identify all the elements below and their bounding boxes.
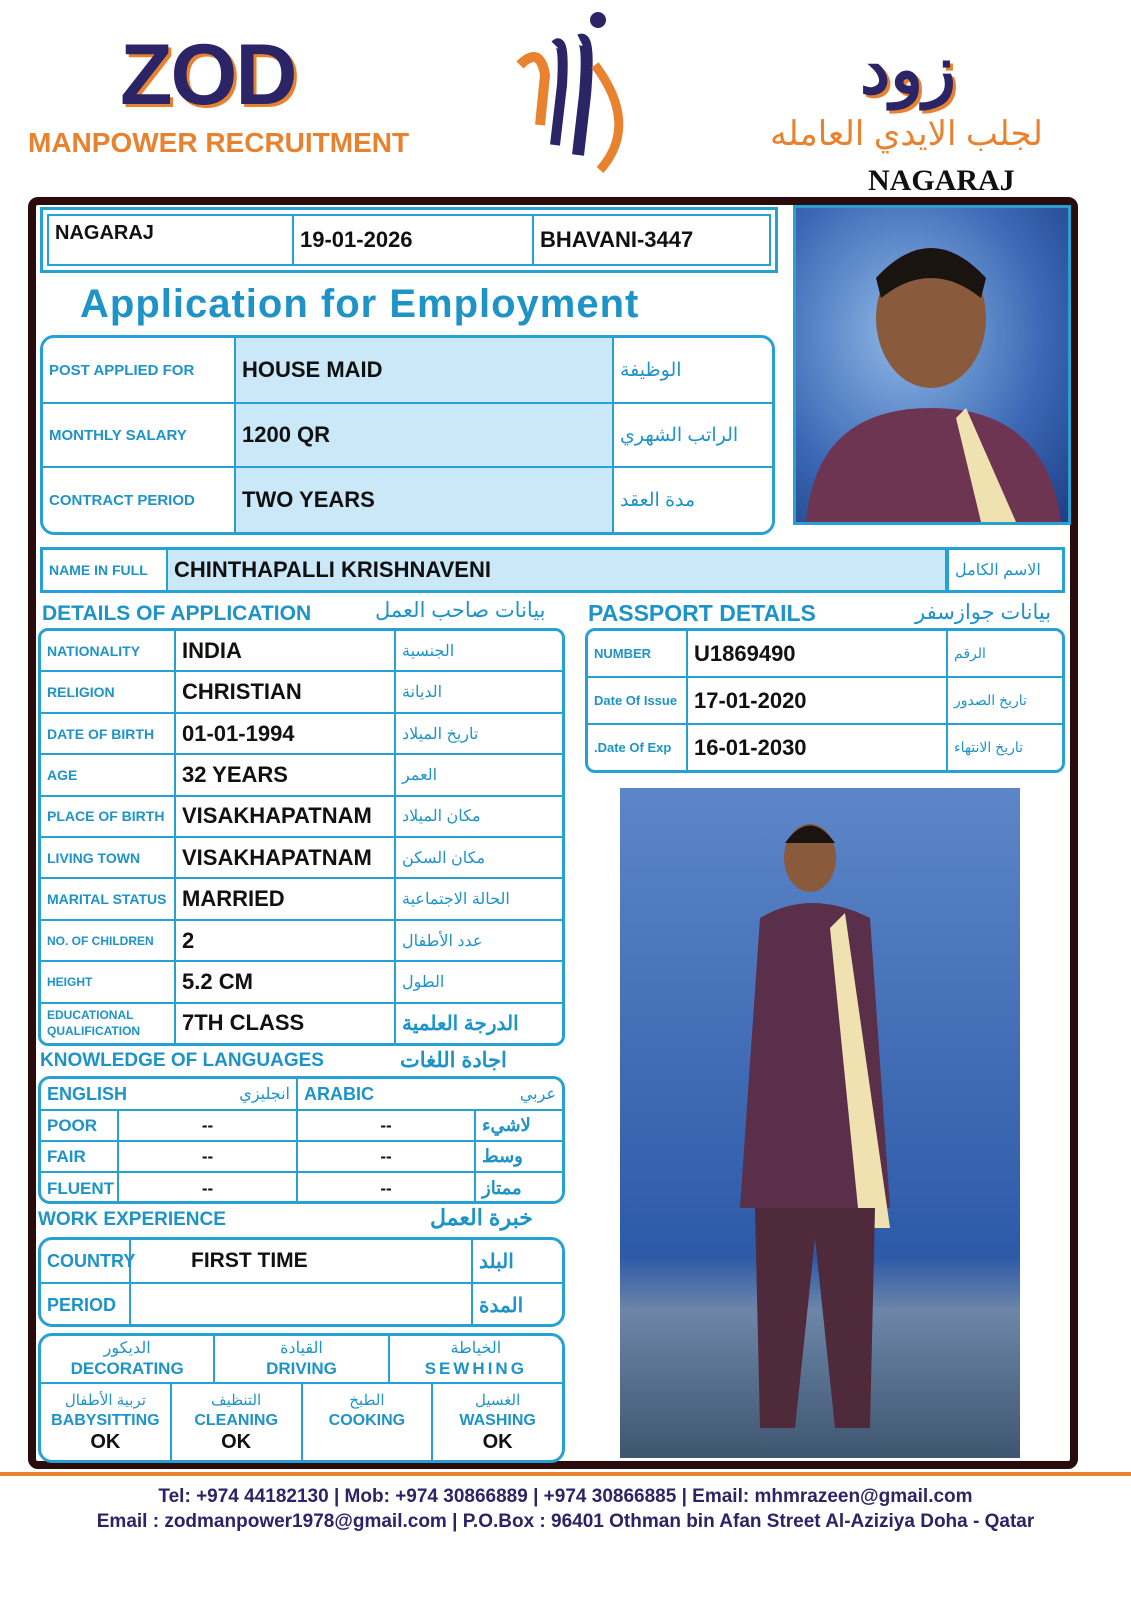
agent-name: NAGARAJ	[868, 164, 1015, 197]
skill-label-ar: الغسيل	[475, 1392, 521, 1409]
english-level-value: --	[119, 1142, 298, 1171]
passport-value: 16-01-2030	[688, 725, 948, 770]
details-label: MARITAL STATUS	[41, 879, 176, 918]
passport-label: NUMBER	[588, 631, 688, 676]
post-details	[40, 335, 775, 535]
details-label-ar: الحالة الاجتماعية	[402, 891, 510, 909]
passport-label: .Date Of Exp	[588, 725, 688, 770]
passport-label-ar: تاريخ الانتهاء	[954, 739, 1024, 755]
post-value: HOUSE MAID	[236, 338, 614, 402]
english-level-value: --	[119, 1111, 298, 1140]
level-label: FAIR	[41, 1142, 119, 1171]
level-label-ar: وسط	[482, 1146, 523, 1166]
skills-table	[38, 1333, 565, 1463]
arabic-level-value: --	[298, 1142, 476, 1171]
name-label: NAME IN FULL	[43, 550, 168, 590]
details-row	[41, 714, 562, 755]
salary-label-ar: الراتب الشهري	[620, 424, 739, 446]
details-table	[38, 628, 565, 1046]
details-row	[41, 962, 562, 1003]
skill-cell	[215, 1336, 389, 1382]
skill-label-ar: الطبخ	[349, 1392, 385, 1409]
brand-tagline-arabic: لجلب الايدي العامله	[770, 115, 1043, 153]
languages-title: KNOWLEDGE OF LANGUAGES	[40, 1050, 324, 1071]
level-label: POOR	[41, 1111, 119, 1140]
details-row	[41, 631, 562, 672]
details-label-ar: مكان السكن	[402, 849, 486, 867]
passport-row	[588, 631, 1062, 678]
details-row	[41, 838, 562, 879]
portrait-figure-icon	[796, 208, 1068, 522]
details-value: VISAKHAPATNAM	[176, 797, 396, 836]
details-label: RELIGION	[41, 672, 176, 711]
details-value: VISAKHAPATNAM	[176, 838, 396, 877]
languages-table	[38, 1076, 565, 1204]
skill-label: SEWHING	[424, 1359, 527, 1378]
english-label-ar: انجليزي	[239, 1086, 290, 1103]
skill-label: WASHING	[459, 1412, 536, 1429]
salary-value: 1200 QR	[236, 404, 614, 466]
full-figure-icon	[620, 788, 1020, 1458]
passport-title: PASSPORT DETAILS	[588, 600, 816, 626]
period-label: PERIOD	[41, 1284, 131, 1326]
skill-status: OK	[482, 1431, 513, 1453]
details-label-ar: عدد الأطفال	[402, 932, 483, 950]
details-value: 32 YEARS	[176, 755, 396, 794]
passport-row	[588, 678, 1062, 725]
details-label: NO. OF CHILDREN	[41, 921, 176, 960]
contract-value: TWO YEARS	[236, 468, 614, 532]
details-label-ar: مكان الميلاد	[402, 808, 481, 826]
details-row	[41, 755, 562, 796]
english-label: ENGLISH	[47, 1083, 128, 1104]
details-row	[41, 879, 562, 920]
post-label: POST APPLIED FOR	[43, 338, 236, 402]
details-row	[41, 797, 562, 838]
passport-row	[588, 725, 1062, 770]
work-table	[38, 1237, 565, 1327]
details-label-ar: تاريخ الميلاد	[402, 725, 479, 743]
post-label-ar: الوظيفة	[620, 359, 682, 381]
passport-value: 17-01-2020	[688, 678, 948, 723]
skill-cell	[433, 1384, 562, 1460]
agent-field: NAGARAJ	[49, 216, 294, 264]
skill-cell	[390, 1336, 562, 1382]
details-label-ar: الطول	[402, 973, 445, 991]
details-label: DATE OF BIRTH	[41, 714, 176, 753]
details-label: EDUCATIONAL QUALIFICATION	[41, 1004, 176, 1043]
details-label: PLACE OF BIRTH	[41, 797, 176, 836]
skill-status: OK	[221, 1431, 252, 1453]
passport-label: Date Of Issue	[588, 678, 688, 723]
work-title: WORK EXPERIENCE	[38, 1209, 226, 1230]
country-label-ar: البلد	[479, 1250, 514, 1273]
logo-icon	[500, 5, 640, 175]
level-label: FLUENT	[41, 1173, 119, 1204]
details-row	[41, 921, 562, 962]
passport-title-ar: بيانات جوازسفر	[915, 601, 1052, 624]
footer-contact: Tel: +974 44182130 | Mob: +974 30866889 | +974 30866885 | Email: mhmrazeen@gmail.com	[158, 1486, 973, 1507]
language-row	[41, 1142, 562, 1173]
language-row	[41, 1111, 562, 1142]
english-level-value: --	[119, 1173, 298, 1204]
details-value: 7TH CLASS	[176, 1004, 396, 1043]
skill-label: DECORATING	[70, 1359, 184, 1378]
passport-value: U1869490	[688, 631, 948, 676]
details-value: 5.2 CM	[176, 962, 396, 1001]
brand-tagline: MANPOWER RECRUITMENT	[28, 127, 410, 158]
details-label: LIVING TOWN	[41, 838, 176, 877]
details-value: INDIA	[176, 631, 396, 670]
languages-title-ar: اجادة اللغات	[400, 1049, 507, 1072]
brand-logo: ZOD	[120, 27, 296, 123]
period-value	[131, 1284, 473, 1326]
arabic-level-value: --	[298, 1173, 476, 1204]
skill-label: CLEANING	[194, 1412, 278, 1429]
skill-label: DRIVING	[266, 1359, 337, 1378]
details-value: MARRIED	[176, 879, 396, 918]
details-row	[41, 1004, 562, 1043]
name-value: CHINTHAPALLI KRISHNAVENI	[168, 550, 947, 590]
skill-cell	[303, 1384, 434, 1460]
details-label-ar: الدرجة العلمية	[402, 1012, 519, 1035]
skill-cell	[41, 1336, 215, 1382]
details-value: 01-01-1994	[176, 714, 396, 753]
contract-label: CONTRACT PERIOD	[43, 468, 236, 532]
skill-label-ar: الخياطة	[450, 1340, 502, 1357]
language-row	[41, 1173, 562, 1204]
name-label-ar: الاسم الكامل	[947, 550, 1062, 590]
skill-label-ar: تربية الأطفال	[64, 1392, 146, 1409]
salary-label: MONTHLY SALARY	[43, 404, 236, 466]
contract-label-ar: مدة العقد	[620, 489, 696, 511]
full-name-row	[40, 547, 1065, 593]
period-label-ar: المدة	[479, 1294, 524, 1317]
date-field: 19-01-2026	[294, 216, 534, 264]
details-label-ar: الجنسية	[402, 642, 455, 660]
skill-status: OK	[90, 1431, 121, 1453]
details-value: CHRISTIAN	[176, 672, 396, 711]
full-body-photo	[620, 788, 1020, 1458]
country-label: COUNTRY	[41, 1240, 131, 1282]
level-label-ar: ممتاز	[482, 1178, 522, 1198]
passport-label-ar: الرقم	[954, 645, 986, 661]
skill-label-ar: القيادة	[280, 1340, 323, 1357]
details-label-ar: الديانة	[402, 684, 443, 702]
skill-label-ar: التنظيف	[211, 1392, 262, 1409]
page-title: Application for Employment	[80, 282, 640, 326]
skill-label: COOKING	[328, 1412, 406, 1429]
details-label-ar: العمر	[402, 766, 438, 784]
details-label: HEIGHT	[41, 962, 176, 1001]
level-label-ar: لاشيء	[482, 1115, 531, 1135]
passport-table	[585, 628, 1065, 773]
skill-label: BABYSITTING	[51, 1412, 160, 1429]
brand-logo-arabic: زود	[860, 32, 956, 108]
skill-cell	[41, 1384, 172, 1460]
details-label: NATIONALITY	[41, 631, 176, 670]
arabic-level-value: --	[298, 1111, 476, 1140]
reference-bar	[40, 207, 778, 273]
details-row	[41, 672, 562, 713]
details-title-ar: بيانات صاحب العمل	[375, 599, 546, 622]
footer	[0, 1472, 1131, 1534]
work-title-ar: خبرة العمل	[430, 1205, 533, 1230]
portrait-photo	[793, 205, 1071, 525]
arabic-label: ARABIC	[304, 1083, 374, 1104]
footer-address: Email : zodmanpower1978@gmail.com | P.O.Box : 96401 Othman bin Afan Street Al-Aziziya Doha - Qatar	[96, 1511, 1035, 1532]
details-value: 2	[176, 921, 396, 960]
country-value: FIRST TIME	[131, 1240, 473, 1282]
passport-label-ar: تاريخ الصدور	[954, 692, 1027, 708]
arabic-label-ar: عربي	[519, 1086, 556, 1103]
reference-field: BHAVANI-3447	[540, 227, 694, 252]
skill-cell	[172, 1384, 303, 1460]
details-label: AGE	[41, 755, 176, 794]
details-title: DETAILS OF APPLICATION	[42, 602, 312, 625]
skill-label-ar: الديكور	[103, 1340, 151, 1357]
